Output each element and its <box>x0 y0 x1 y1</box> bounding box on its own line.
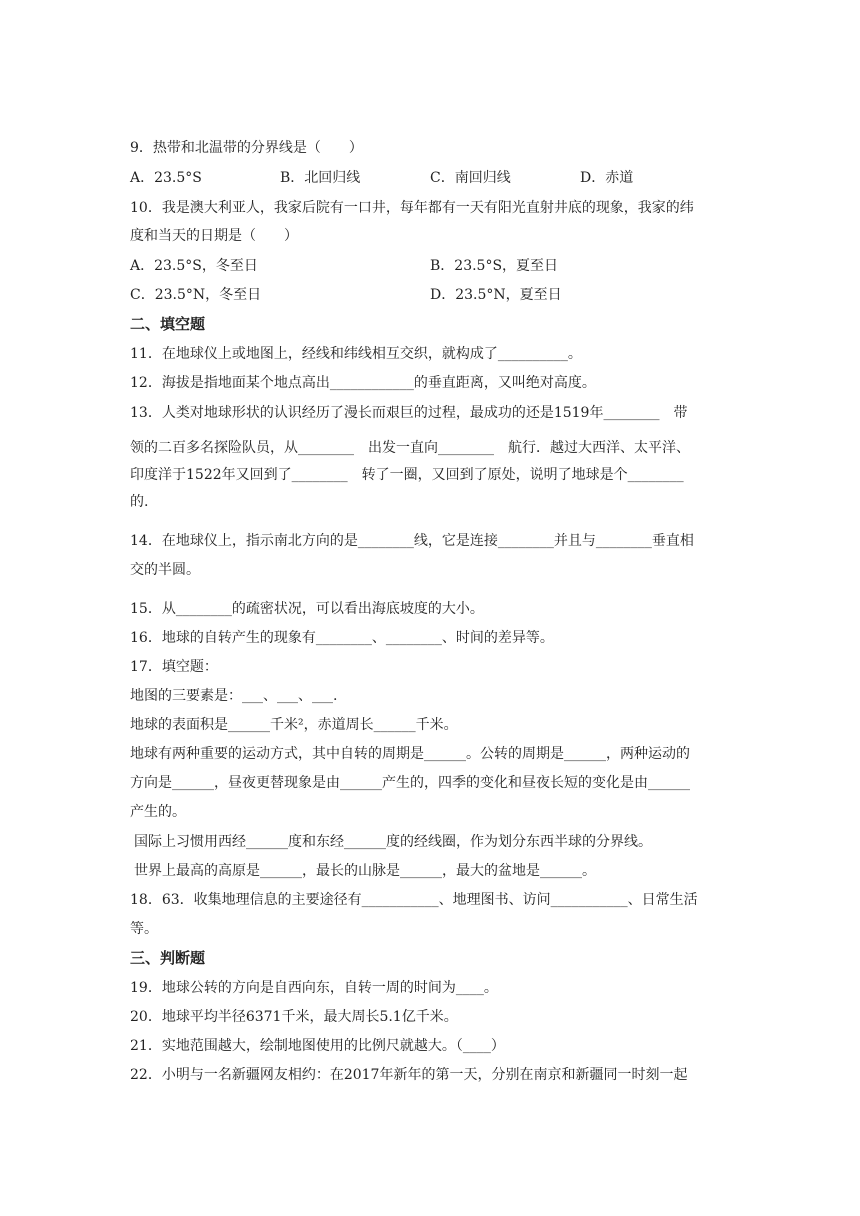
q9-option-c: C．南回归线 <box>430 170 511 186</box>
question-17-map-elements: 地图的三要素是：___、___、___. <box>130 688 338 704</box>
q9-option-d: D．赤道 <box>580 170 634 186</box>
q10-option-a: A．23.5°S，冬至日 <box>130 258 258 274</box>
section-heading-fill-in: 二、填空题 <box>130 315 206 333</box>
question-13-line2: 领的二百多名探险队员，从________ 出发一直向________ 航行．越过大西洋、太平洋、 <box>130 440 690 456</box>
question-13-line1: 13．人类对地球形状的认识经历了漫长而艰巨的过程，最成功的还是1519年________ 带 <box>130 405 688 421</box>
question-9: 9．热带和北温带的分界线是（ ） <box>130 140 363 156</box>
question-12: 12．海拔是指地面某个地点高出____________的垂直距离，又叫绝对高度。 <box>130 375 596 391</box>
question-18-line2: 等。 <box>130 921 158 937</box>
question-14-line2: 交的半圆。 <box>130 562 200 578</box>
question-13-line4: 的. <box>130 494 149 510</box>
question-21: 21．实地范围越大，绘制地图使用的比例尺就越大。（____） <box>130 1038 505 1054</box>
q10-option-b: B．23.5°S，夏至日 <box>430 258 559 274</box>
section-heading-true-false: 三、判断题 <box>130 949 206 967</box>
q10-option-d: D．23.5°N，夏至日 <box>430 287 562 303</box>
question-18-line1: 18．63．收集地理信息的主要途径有___________、地理图书、访问___________、日常生活 <box>130 892 698 908</box>
q9-option-b: B．北回归线 <box>280 170 361 186</box>
question-17: 17．填空题： <box>130 659 218 675</box>
question-14-line1: 14．在地球仪上，指示南北方向的是________线，它是连接________并且与________垂直相 <box>130 533 694 549</box>
question-17-earth-surface: 地球的表面积是______千米²，赤道周长______千米。 <box>130 717 458 733</box>
question-13-line3: 印度洋于1522年又回到了________ 转了一圈，又回到了原处，说明了地球是个________ <box>130 467 684 483</box>
question-20: 20．地球平均半径6371千米，最大周长5.1亿千米。 <box>130 1009 458 1025</box>
question-17-hemisphere: 国际上习惯用西经______度和东经______度的经线圈，作为划分东西半球的分界线。 <box>134 834 652 850</box>
q9-option-a: A．23.5°S <box>130 170 202 186</box>
question-17-motion-line2: 方向是______，昼夜更替现象是由______产生的，四季的变化和昼夜长短的变化是由______ <box>130 775 690 791</box>
question-17-motion-line3: 产生的。 <box>130 804 186 820</box>
question-17-motion-line1: 地球有两种重要的运动方式，其中自转的周期是______。公转的周期是______，两种运动的 <box>130 746 690 762</box>
question-19: 19．地球公转的方向是自西向东，自转一周的时间为____。 <box>130 980 498 996</box>
question-11: 11．在地球仪上或地图上，经线和纬线相互交织，就构成了__________。 <box>130 346 582 362</box>
question-10-line2: 度和当天的日期是（ ） <box>130 228 298 244</box>
question-15: 15．从________的疏密状况，可以看出海底坡度的大小。 <box>130 601 484 617</box>
question-16: 16．地球的自转产生的现象有________、________、时间的差异等。 <box>130 630 554 646</box>
question-10-line1: 10．我是澳大利亚人，我家后院有一口井，每年都有一天有阳光直射井底的现象，我家的纬 <box>130 200 694 216</box>
q10-option-c: C．23.5°N，冬至日 <box>130 287 262 303</box>
question-22: 22．小明与一名新疆网友相约：在2017年新年的第一天，分别在南京和新疆同一时刻一起 <box>130 1067 688 1083</box>
question-17-world-records: 世界上最高的高原是______，最长的山脉是______，最大的盆地是______。 <box>134 863 596 879</box>
